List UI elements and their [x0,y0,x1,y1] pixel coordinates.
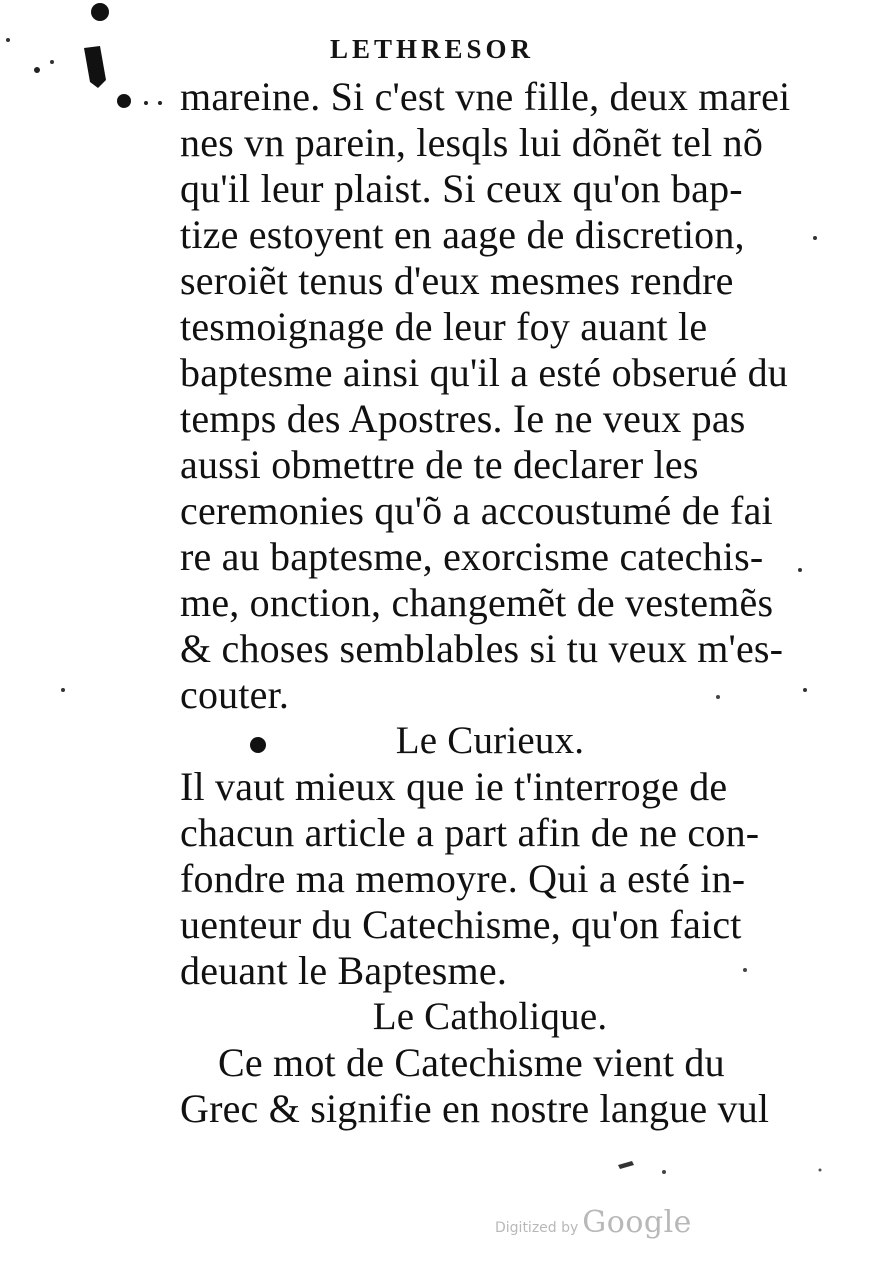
digitized-watermark [495,1205,692,1240]
speaker-heading-curieux: Le Curieux. [395,719,585,762]
speck [144,101,148,105]
text-line: Grec & signifie en nostre langue vul [180,1086,770,1131]
speck [50,60,54,64]
text-line: qu'il leur plaist. Si ceux qu'on bap- [180,166,743,211]
speck [34,67,40,73]
text-line: me, onction, changemẽt de vestemẽs [180,580,774,625]
speaker-heading-catholique: Le Catholique. [372,995,608,1038]
text-line: & choses semblables si tu veux m'es- [180,626,784,671]
text-line: re au baptesme, exorcisme catechis- [180,534,764,579]
text-line: chacun article a part afin de ne con- [180,810,760,855]
speck [61,688,65,692]
running-head: LETHRESOR [330,34,535,64]
speck [813,236,817,240]
watermark-small: Digitized by [495,1220,579,1236]
speck [158,101,162,105]
text-line: seroiẽt tenus d'eux mesmes rendre [180,258,734,303]
speck [6,38,10,42]
speck [803,688,807,692]
text-line: tize estoyent en aage de discretion, [180,212,745,257]
text-line: uenteur du Catechisme, qu'on faict [180,902,742,947]
text-line: mareine. Si c'est vne fille, deux marei [180,74,791,119]
text-line: Il vaut mieux que ie t'interroge de [180,764,728,809]
speck [819,1169,822,1172]
text-line: Ce mot de Catechisme vient du [218,1040,725,1085]
text-line: baptesme ainsi qu'il a esté obserué du [180,350,788,395]
text-line: fondre ma memoyre. Qui a esté in- [180,856,746,901]
text-line: nes vn parein, lesqls lui dõnẽt tel nõ [180,120,764,165]
text-line: couter. [180,672,290,717]
text-line: deuant le Baptesme. [180,948,508,993]
page-text [180,74,800,1132]
speck [618,1161,634,1169]
google-logo-text: Google [582,1205,692,1240]
text-line: tesmoignage de leur foy auant le [180,304,708,349]
ink-blot [84,46,106,88]
ink-blot [91,3,109,21]
text-line: ceremonies qu'õ a accoustumé de fai [180,488,773,533]
text-line: temps des Apostres. Ie ne veux pas [180,396,746,441]
speck [662,1170,666,1174]
ink-blot [117,94,131,108]
text-line: aussi obmettre de te declarer les [180,442,699,487]
